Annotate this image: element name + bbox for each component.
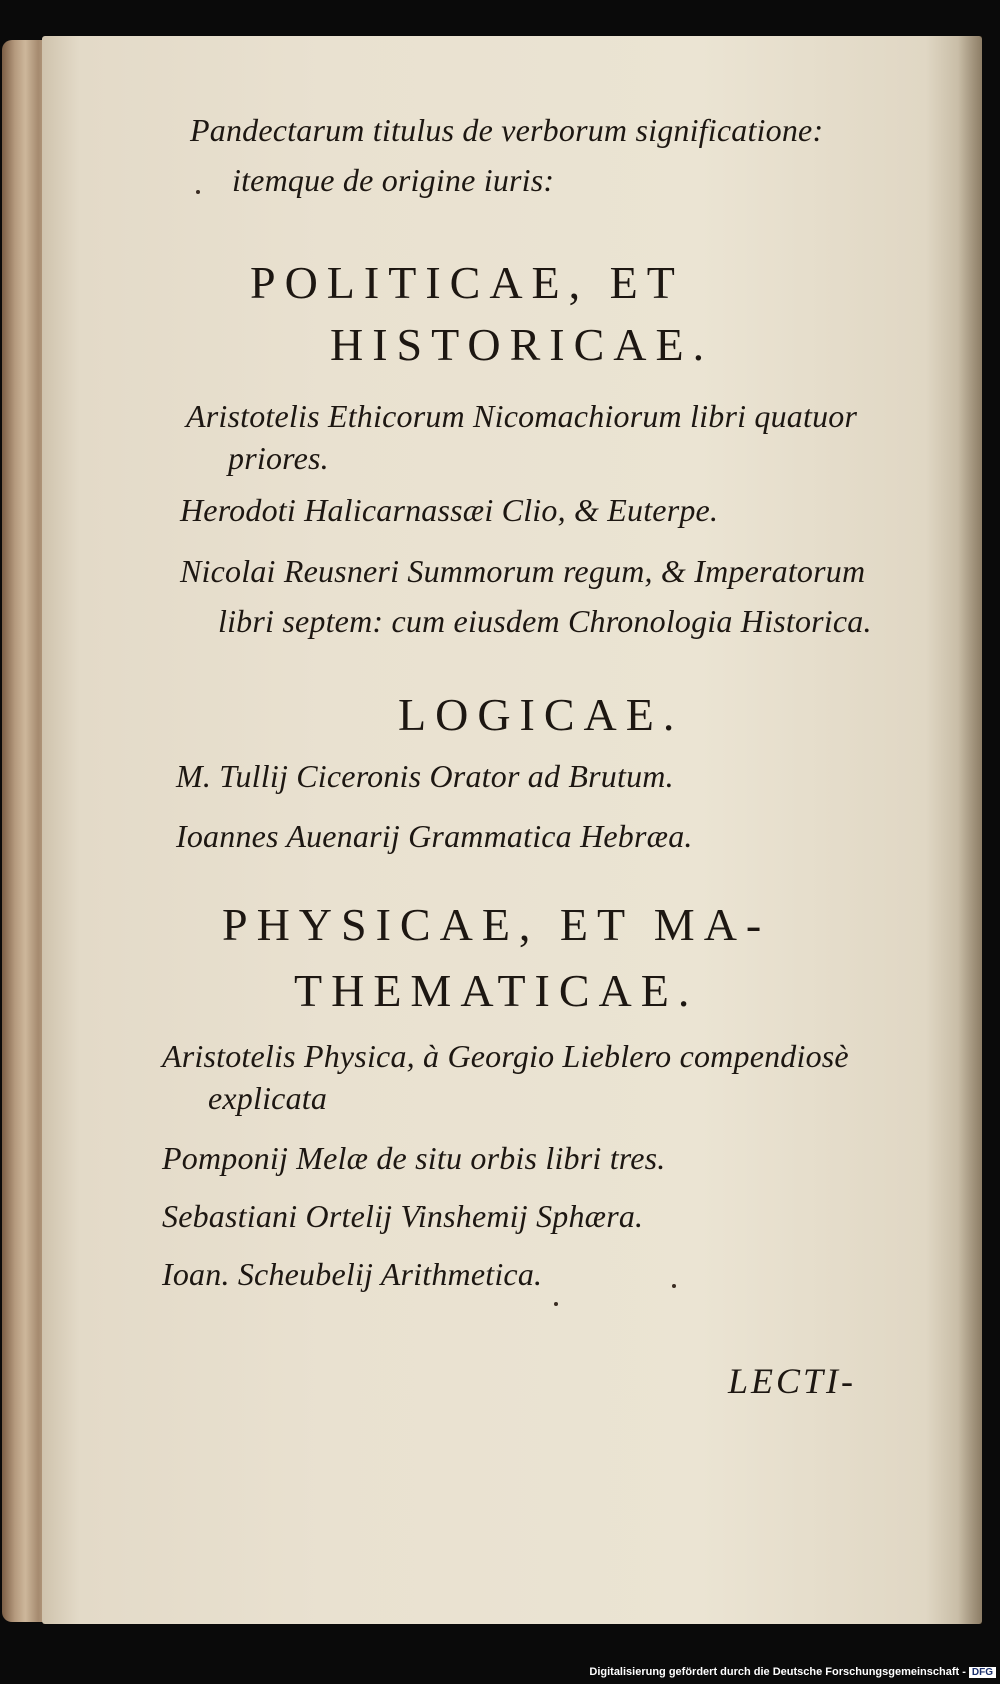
intro-line-1: Pandectarum titulus de verborum significatione: <box>190 112 824 148</box>
section-heading-politicae: POLITICAE, ET <box>250 257 684 308</box>
entry-reusner: Nicolai Reusneri Summorum regum, & Imperatorum <box>180 553 866 589</box>
entry-auenarius: Ioannes Auenarij Grammatica Hebræa. <box>176 818 693 854</box>
intro-line-2: itemque de origine iuris: <box>232 162 555 198</box>
catchword: LECTI- <box>728 1361 857 1401</box>
spine-shadow <box>958 36 982 1624</box>
digitization-credit <box>589 1666 996 1678</box>
entry-herodotus: Herodoti Halicarnassæi Clio, & Euterpe. <box>180 492 719 528</box>
entry-scheubel: Ioan. Scheubelij Arithmetica. <box>162 1256 543 1292</box>
entry-ortelius: Sebastiani Ortelij Vinshemij Sphæra. <box>162 1198 644 1234</box>
entry-aristotle-ethics-cont: priores. <box>228 440 329 476</box>
entry-mela: Pomponij Melæ de situ orbis libri tres. <box>162 1140 666 1176</box>
entry-reusner-cont: libri septem: cum eiusdem Chronologia Historica. <box>218 603 872 639</box>
entry-cicero: M. Tullij Ciceronis Orator ad Brutum. <box>176 758 674 794</box>
section-heading-mathematicae: THEMATICAE. <box>294 965 699 1016</box>
print-speck <box>554 1302 558 1306</box>
section-heading-physicae: PHYSICAE, ET MA- <box>222 899 771 950</box>
print-speck <box>672 1284 676 1288</box>
print-speck <box>196 190 200 194</box>
entry-aristotle-physics-cont: explicata <box>208 1080 328 1116</box>
dfg-logo: DFG <box>969 1667 996 1678</box>
entry-aristotle-physics: Aristotelis Physica, à Georgio Lieblero compendiosè <box>162 1038 849 1074</box>
section-heading-historicae: HISTORICAE. <box>330 319 714 370</box>
credit-text: Digitalisierung gefördert durch die Deutsche Forschungsgemeinschaft - <box>589 1666 966 1678</box>
section-heading-logicae: LOGICAE. <box>398 689 684 740</box>
entry-aristotle-ethics: Aristotelis Ethicorum Nicomachiorum libri quatuor <box>186 398 858 434</box>
